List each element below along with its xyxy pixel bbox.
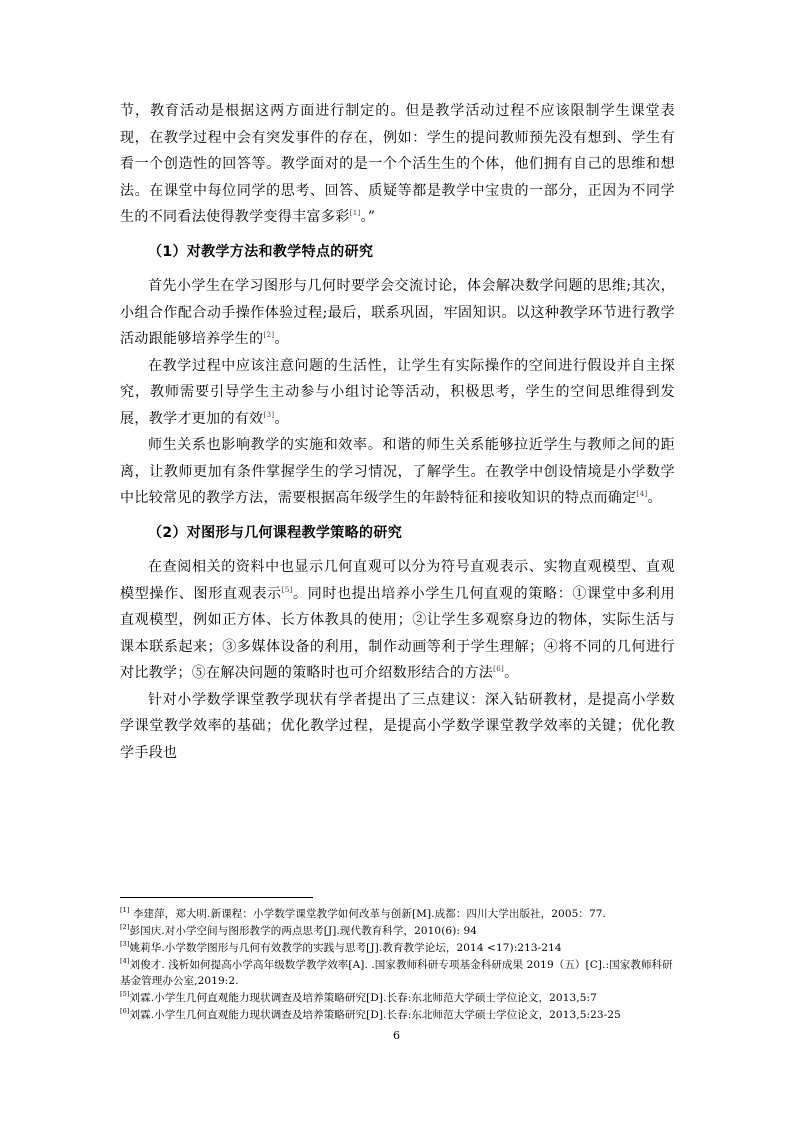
section-heading-strategies: （2）对图形与几何课程教学策略的研究 bbox=[148, 524, 403, 541]
citation-ref: [4] bbox=[636, 490, 648, 498]
paragraph-tail: 。” bbox=[360, 209, 376, 225]
paragraph-tail: 。 bbox=[274, 410, 289, 427]
citation-ref: [5] bbox=[281, 585, 293, 594]
footnote bbox=[120, 1007, 680, 1023]
footnote-text: 姚莉华.小学数学图形与几何有效教学的实践与思考[J].教育教学论坛，2014 <17):213-214 bbox=[129, 942, 562, 954]
citation-ref: [6] bbox=[493, 665, 505, 673]
footnote-text: 刘霖.小学生几何直观能力现状调查及培养策略研究[D].长春:东北师范大学硕士学位论文，2013,5:7 bbox=[129, 992, 597, 1004]
paragraph-text: 节，教育活动是根据这两方面进行制定的。但是教学活动过程不应该限制学生课堂表现，在教学过程中会有突发事件的存在，例如：学生的提问教师预先没有想到、学生有看一个创造性的回答等。教学面对的是一个个活生生的个体，他们拥有自己的思维和想法。在课堂中每位同学的思考、回答、质疑等都是教学中宝贵的一部分，正因为不同学生的不同看法使得教学变得丰富多彩 bbox=[120, 103, 675, 225]
footnote-mark: [2] bbox=[120, 923, 130, 931]
footnote-text: 刘霖.小学生几何直观能力现状调查及培养策略研究[D].长春:东北师范大学硕士学位论文，2013,5:23-25 bbox=[129, 1009, 621, 1021]
footnote bbox=[120, 906, 680, 922]
paragraph bbox=[120, 554, 675, 687]
paragraph bbox=[120, 687, 675, 767]
citation-ref: [1] bbox=[349, 209, 361, 217]
footnote bbox=[120, 923, 680, 939]
footnote-mark: [3] bbox=[120, 940, 130, 948]
footnote bbox=[120, 990, 680, 1006]
footnote bbox=[120, 940, 680, 956]
paragraph bbox=[120, 273, 675, 353]
paragraph-text: 在教学过程中应该注意问题的生活性，让学生有实际操作的空间进行假设并自主探究，教师需要引导学生主动参与小组讨论等活动，积极思考，学生的空间思维得到发展，教学才更加的有效 bbox=[120, 357, 675, 427]
paragraph-continued bbox=[120, 98, 675, 231]
main-text bbox=[120, 98, 675, 766]
paragraph-tail: 。 bbox=[504, 665, 519, 681]
paragraph-text: 。同时也提出培养小学生几何直观的策略：①课堂中多利用直观模型，例如正方体、长方体教具的使用；②让学生多观察身边的物体，实际生活与课本联系起来；③多媒体设备的利用，制作动画等利于学生理解；④将不同的几何进行对比教学；⑤在解决问题的策略时也可介绍数形结合的方法 bbox=[120, 585, 675, 681]
paragraph-text: 在查阅相关的资料中也显示几何直观可以分为符号直观表示、实物直观模型、直观模型操作、图形直观表示 bbox=[120, 559, 675, 602]
footnotes bbox=[120, 906, 680, 1024]
footnote-text: 彭国庆.对小学空间与图形教学的两点思考[J].现代教育科学，2010(6): 94 bbox=[129, 925, 478, 937]
citation-ref: [3] bbox=[263, 410, 275, 419]
paragraph-tail: 。 bbox=[647, 490, 662, 506]
section-heading-methods: （1）对教学方法和教学特点的研究 bbox=[148, 243, 374, 260]
paragraph-text: 首先小学生在学习图形与几何时要学会交流讨论，体会解决数学问题的思维;其次，小组合作配合动手操作体验过程;最后，联系巩固，牢固知识。以这种教学环节进行教学活动跟能够培养学生的 bbox=[120, 278, 675, 347]
paragraph-text: 针对小学数学课堂教学现状有学者提出了三点建议：深入钻研教材，是提高小学数学课堂教学效率的基础；优化教学过程，是提高小学数学课堂教学效率的关键；优化教学手段也 bbox=[120, 691, 675, 761]
footnote-text: 李建萍，郑大明.新课程：小学数学课堂教学如何改革与创新[M].成都：四川大学出版社，2005：77. bbox=[129, 908, 606, 920]
footnote-mark: [1] bbox=[120, 906, 130, 914]
paragraph bbox=[120, 353, 675, 433]
footnote-mark: [4] bbox=[120, 957, 130, 965]
footnote bbox=[120, 957, 680, 989]
citation-ref: [2] bbox=[263, 331, 275, 339]
page-number: 6 bbox=[393, 1029, 400, 1042]
footnote-mark: [5] bbox=[120, 990, 130, 998]
footnote-text: 刘俊才. 浅析如何提高小学高年级数学教学效率[A]. .国家教师科研专项基金科研成果 2019（五）[C].:国家教师科研基金管理办公室,2019:2. bbox=[120, 959, 673, 987]
paragraph-text: 师生关系也影响教学的实施和效率。和谐的师生关系能够拉近学生与教师之间的距离，让教师更加有条件掌握学生的学习情况，了解学生。在教学中创设情境是小学数学中比较常见的教学方法，需要根据高年级学生的年龄特征和接收知识的特点而确定 bbox=[120, 437, 675, 506]
footnote-mark: [6] bbox=[120, 1007, 130, 1015]
paragraph-tail: 。 bbox=[274, 331, 289, 347]
paragraph bbox=[120, 432, 675, 512]
footnote-separator bbox=[120, 897, 313, 898]
